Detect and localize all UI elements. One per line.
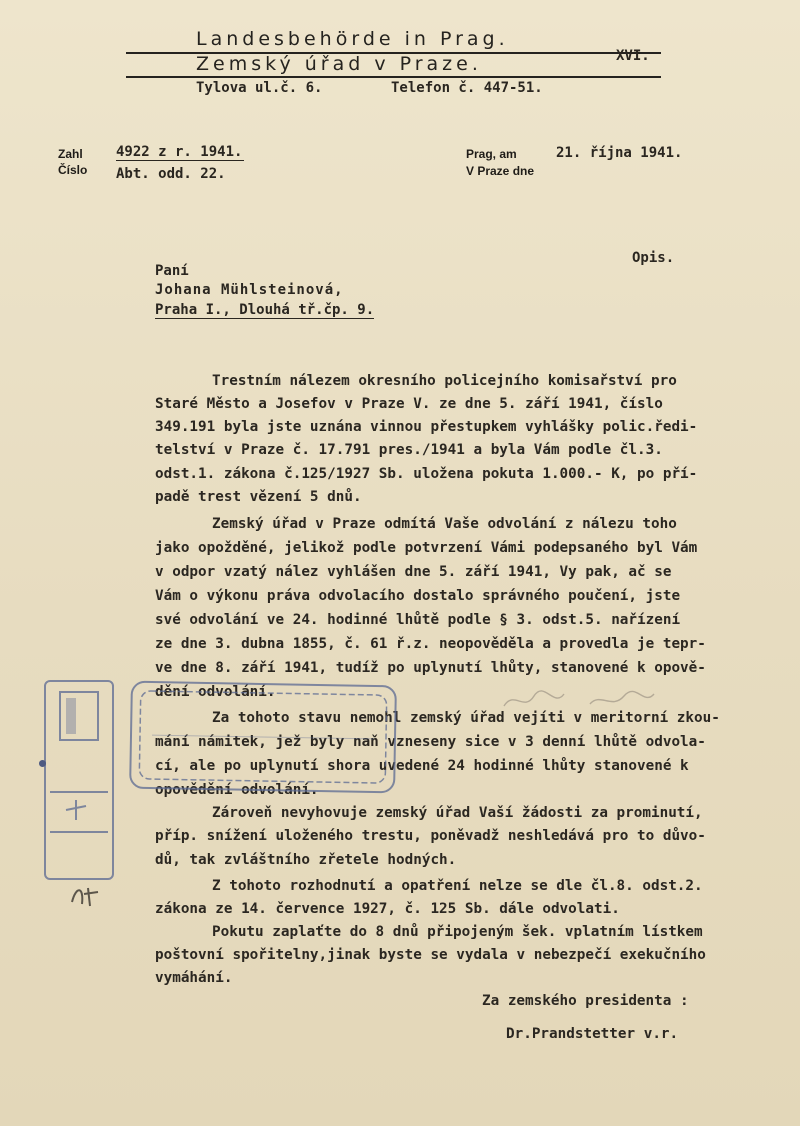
body-line: opovědění odvolání. [155,782,319,798]
roman-numeral: XVI. [616,48,650,64]
letterhead-phone: Telefon č. 447-51. [391,80,543,96]
punch-hole-mark [39,760,46,767]
body-line: Za tohoto stavu nemohl zemský úřad vejíti v meritorní zkou- [212,710,720,726]
place-label-czech: V Praze dne [466,164,535,178]
body-line: Pokutu zaplaťte do 8 dnů připojeným šek. vplatním lístkem [212,924,703,940]
body-line: Trestním nálezem okresního policejního komisařství pro [212,373,677,389]
left-margin-stamp [44,680,114,880]
handwriting-scribble-icon [500,686,660,716]
department: Abt. odd. 22. [116,166,226,182]
margin-initials-icon [66,880,106,910]
body-line: padě trest vězení 5 dnů. [155,489,362,505]
body-line: mání námitek, jež byly naň vzneseny sice v 3 denní lhůtě odvola- [155,734,706,750]
body-line: příp. snížení uloženého trestu, poněvadž neshledává pro to důvo- [155,828,706,844]
closing-for-president: Za zemského presidenta : [482,993,689,1009]
body-line: Z tohoto rozhodnutí a opatření nelze se dle čl.8. odst.2. [212,878,703,894]
reference-number: 4922 z r. 1941. [116,144,243,160]
body-line: cí, ale po uplynutí shora uvedené 24 hodinné lhůty stanovené k [155,758,689,774]
body-line: telství v Praze č. 17.791 pres./1941 a byla Vám podle čl.3. [155,442,663,458]
body-line: své odvolání ve 24. hodinné lhůtě podle § 3. odst.5. nařízení [155,612,681,628]
body-line: Zemský úřad v Praze odmítá Vaše odvolání z nálezu toho [212,516,677,532]
body-line: dů, tak zvláštního zřetele hodných. [155,852,457,868]
body-line: Staré Město a Josefov v Praze V. ze dne 5. září 1941, číslo [155,396,663,412]
letterhead-line-german: Landesbehörde in Prag. [196,28,509,50]
cislo-label: Číslo [58,163,88,177]
recipient-salutation: Paní [155,263,189,279]
closing-signature: Dr.Prandstetter v.r. [506,1026,679,1042]
recipient-name: Johana Mühlsteinová, [155,282,344,298]
body-line: jako opožděné, jelikož podle potvrzení Vámi podepsaného byl Vám [155,540,698,556]
body-line: dění odvolání. [155,684,276,700]
body-line: Vám o výkonu práva odvolacího dostalo správného poučení, jste [155,588,681,604]
body-line: Zároveň nevyhovuje zemský úřad Vaší žádosti za prominutí, [212,805,703,821]
body-line: zákona ze 14. července 1927, č. 125 Sb. dále odvolati. [155,901,620,917]
body-line: vymáhání. [155,970,233,986]
copy-mark: Opis. [632,250,675,266]
body-line: 349.191 byla jste uznána vinnou přestupkem vyhlášky polic.ředi- [155,419,698,435]
letter-date: 21. října 1941. [556,145,683,161]
body-line: ve dne 8. září 1941, tudíž po uplynutí lhůty, stanovené k opově- [155,660,706,676]
stamp-frame-icon [131,683,395,792]
letterhead-address: Tylova ul.č. 6. [196,80,323,96]
zahl-label: Zahl [58,147,83,161]
recipient-address: Praha I., Dlouhá tř.čp. 9. [155,302,375,318]
body-line: ze dne 3. dubna 1855, č. 61 ř.z. neopověděla a provedla je tepr- [155,636,706,652]
letterhead-rule-bottom [126,76,661,78]
letterhead-line-czech: Zemský úřad v Praze. [196,53,482,75]
body-line: odst.1. zákona č.125/1927 Sb. uložena pokuta 1.000.- K, po pří- [155,466,698,482]
body-line: v odpor vzatý nález vyhlášen dne 5. září 1941, Vy pak, ač se [155,564,672,580]
place-label-german: Prag, am [466,147,517,161]
mirrored-police-stamp [129,681,397,794]
body-line: poštovní spořitelny,jinak byste se vydala v nebezpečí exekučního [155,947,706,963]
stamp-marks-icon [46,682,112,878]
